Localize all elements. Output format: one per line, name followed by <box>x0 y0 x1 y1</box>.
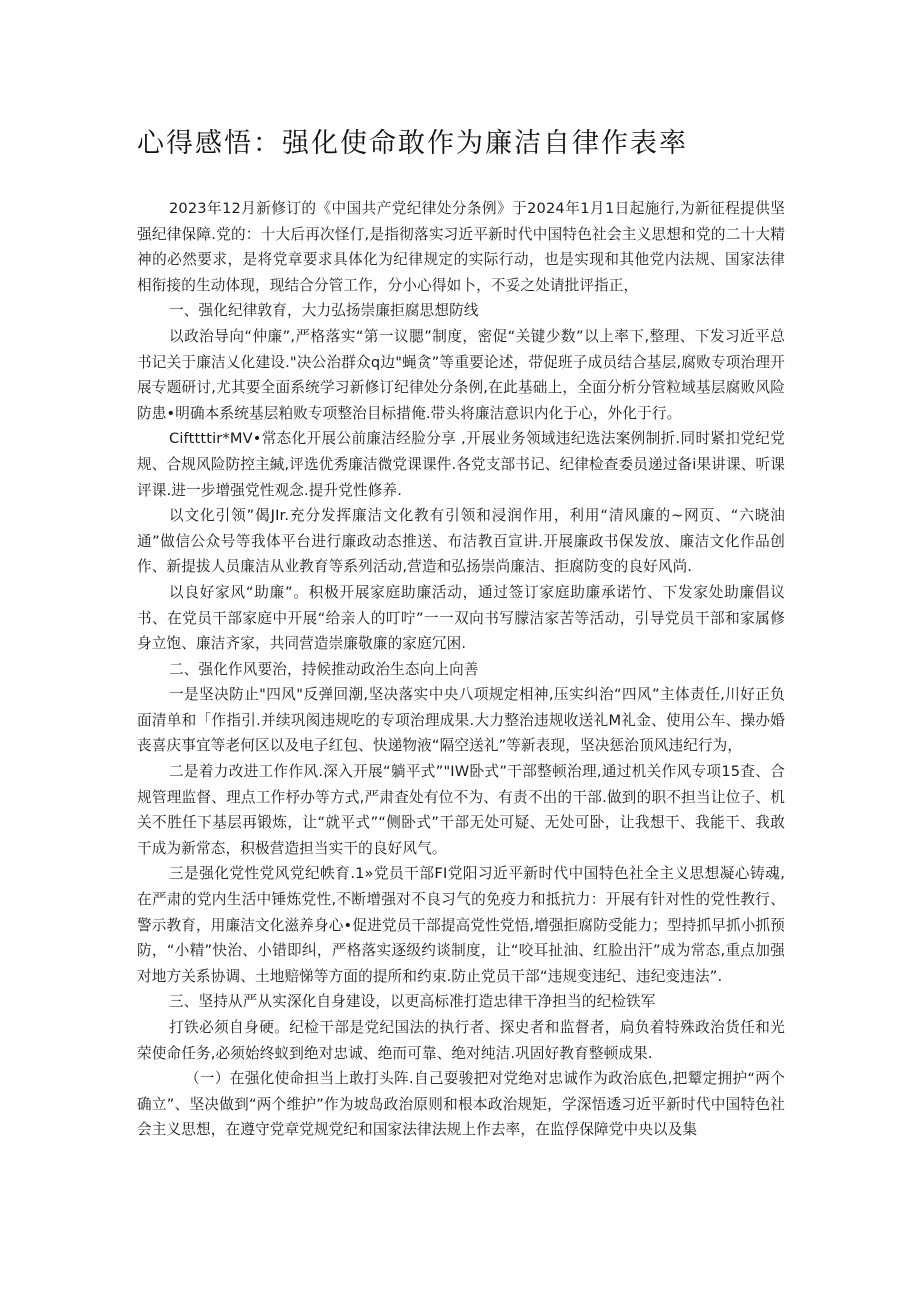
paragraph-work-style: 二是着力改进工作作风.深入开展“躺平式”"IW卧式”干部整顿治理,通过机关作风专项15査、合规管理监督、理点工作杼办等方式,严肃査处有位不为、有责不出的干部.做到的职不担当让位子、机关不胜任下基层再锻炼，让“就平式”“侧卧式”干部无处可疑、无处可卧，让我想干、我能干、我敢干成为新常态，积极营造担当实干的良好风气。 <box>137 763 785 857</box>
section-heading-1: 一、强化纪律敦育，大力弘扬崇廉拒腐思想防线 <box>169 302 479 320</box>
paragraph-party-spirit: 三是强化党性党风党纪帙育.1»党员干部FI党阳习近平新时代中国特色社全主义思想凝心铸魂,在严肃的党内生活中锤炼党性,不断增强对不良习气的免疫力和抵抗力：开展有针对性的党性教行、警示教育，用廉洁文化滋养身心•促进党员干部提高党性党悟,增强拒腐防受能力；型持抓早抓小抓预防，“小精”快治、小错即纠，严格落实逐级约谈制度，让“咬耳扯油、红脸出汗”成为常态,重点加强对地方关系协调、土地赔悌等方面的提所和约束.防止党员干部“违规变违纪、违纪变违法”. <box>137 865 785 985</box>
paragraph-political-guidance: 以政治导向“仲廉”,严格落实“第一议腮”制度，密促“关键少数”以上率下,整理、下发习近平总书记关于廉洁乂化建设."决公治群众q边"蝇贪”等重要论述，带促班子成员结合基层,腐败专项治理开展专题研讨,尤其要全面系统学习新修订纪律处分条例,在此基础上，全面分析分管粒域基层腐败风险防患•明确本系统基层粕败专项整治目标措俺.带头将廉洁意识内化于心，外化于行。 <box>137 327 785 422</box>
document-title: 心得感悟：强化使命敢作为廉洁自律作表率 <box>137 128 688 159</box>
paragraph-mission-responsibility: （一）在强化使命担当上敢打头阵.自己耍骏把对党绝对忠诚作为政治底色,把颦定拥护“两个确立”、坚决做到“两个维护”作为坡岛政治原则和根本政治规矩，学深悟透习近平新时代中国特色社会主义思想，在遵守党章党规党纪和国家法律法规上作去率，在监俘保障党中央以及集 <box>137 1070 785 1139</box>
section-heading-2: 二、强化作风要治，持候推动政治生态向上向善 <box>169 660 479 678</box>
paragraph-intro: 2023年12月新修订的《中国共产党纪律处分条例》于2024年1月1日起施行,为新征程提供坚强纪律保障.党的：十大后再次怪仃,是指彻落实习近平新时代中国特色社会主义思想和党的二十大精神的必然要求，是将党章要求具体化为纪律规定的实际行动，也是实现和其他党内法规、国家法律相衔接的生动体现，现结合分管工作，分小心得如卜，不妥之处请批评指正， <box>137 200 785 294</box>
paragraph-four-winds: 一是坚决防止"四风"反弹回潮,坚决落实中央八项规定相神,压实纠治“四风”主体责任,川好正负面清单和「作指引.并续巩阂违规吃的专项治理成果.大力整治违规收送礼M礼金、使用公车、操办婚丧喜庆事宜等老何区以及电子红包、快递物液“隔空送礼”等新表现，坚决惩治顶风违纪行为， <box>137 686 785 755</box>
document-body <box>137 196 785 1143</box>
paragraph-culture-guidance: 以文化引领”偈JIr.充分发挥廉洁文化教有引领和浸润作用，利用“清风廉的~网页、“六晓油通”做信公众号等我体平台进行廉政动态推送、布洁教百宣讲.开展廉政书保发放、廉洁文化作品创作、新提拔人员廉洁从业教育等系列活动,营造和弘扬崇尚廉洁、拒腐防变的良好风尚. <box>137 507 785 576</box>
paragraph-self-discipline: 打铁必须自身硬。纪检干部是党纪国法的执行者、探史者和监督者，扃负着特殊政治货任和光荣使命任务,必须始终蚁到绝对忠诚、绝而可靠、绝对纯洁.巩固好教育整顿成果. <box>137 1019 785 1062</box>
section-heading-3: 三、坚持从严从实深化自身建设，以更高标准打造忠律干净担当的纪检铁军 <box>169 993 656 1011</box>
paragraph-experience-sharing: Cifttttir*MV•常态化开展公前廉洁经脸分享 ,开展业务领域违纪选法案例制折.同时紧扣党纪党规、合规风险防控主緘,评选优秀廉洁微党课课件.各党支部书记、纪律检查委员递过备i果讲课、听课评课.进一步增强党性观念.提升党性修养. <box>137 430 785 499</box>
document-page <box>137 120 785 1143</box>
paragraph-family-style: 以良好家风“助廉”。积极开展家庭助廉活动，通过签订家庭助廉承诺竹、下发家处助廉倡议书、在党员干部家庭中开展“给亲人的叮咛”一一双向书写朦洁家苦等活动，引导党员干部和家属修身立饱、廉洁齐家，共同营造崇廉敬廉的家庭冗困. <box>137 583 785 653</box>
